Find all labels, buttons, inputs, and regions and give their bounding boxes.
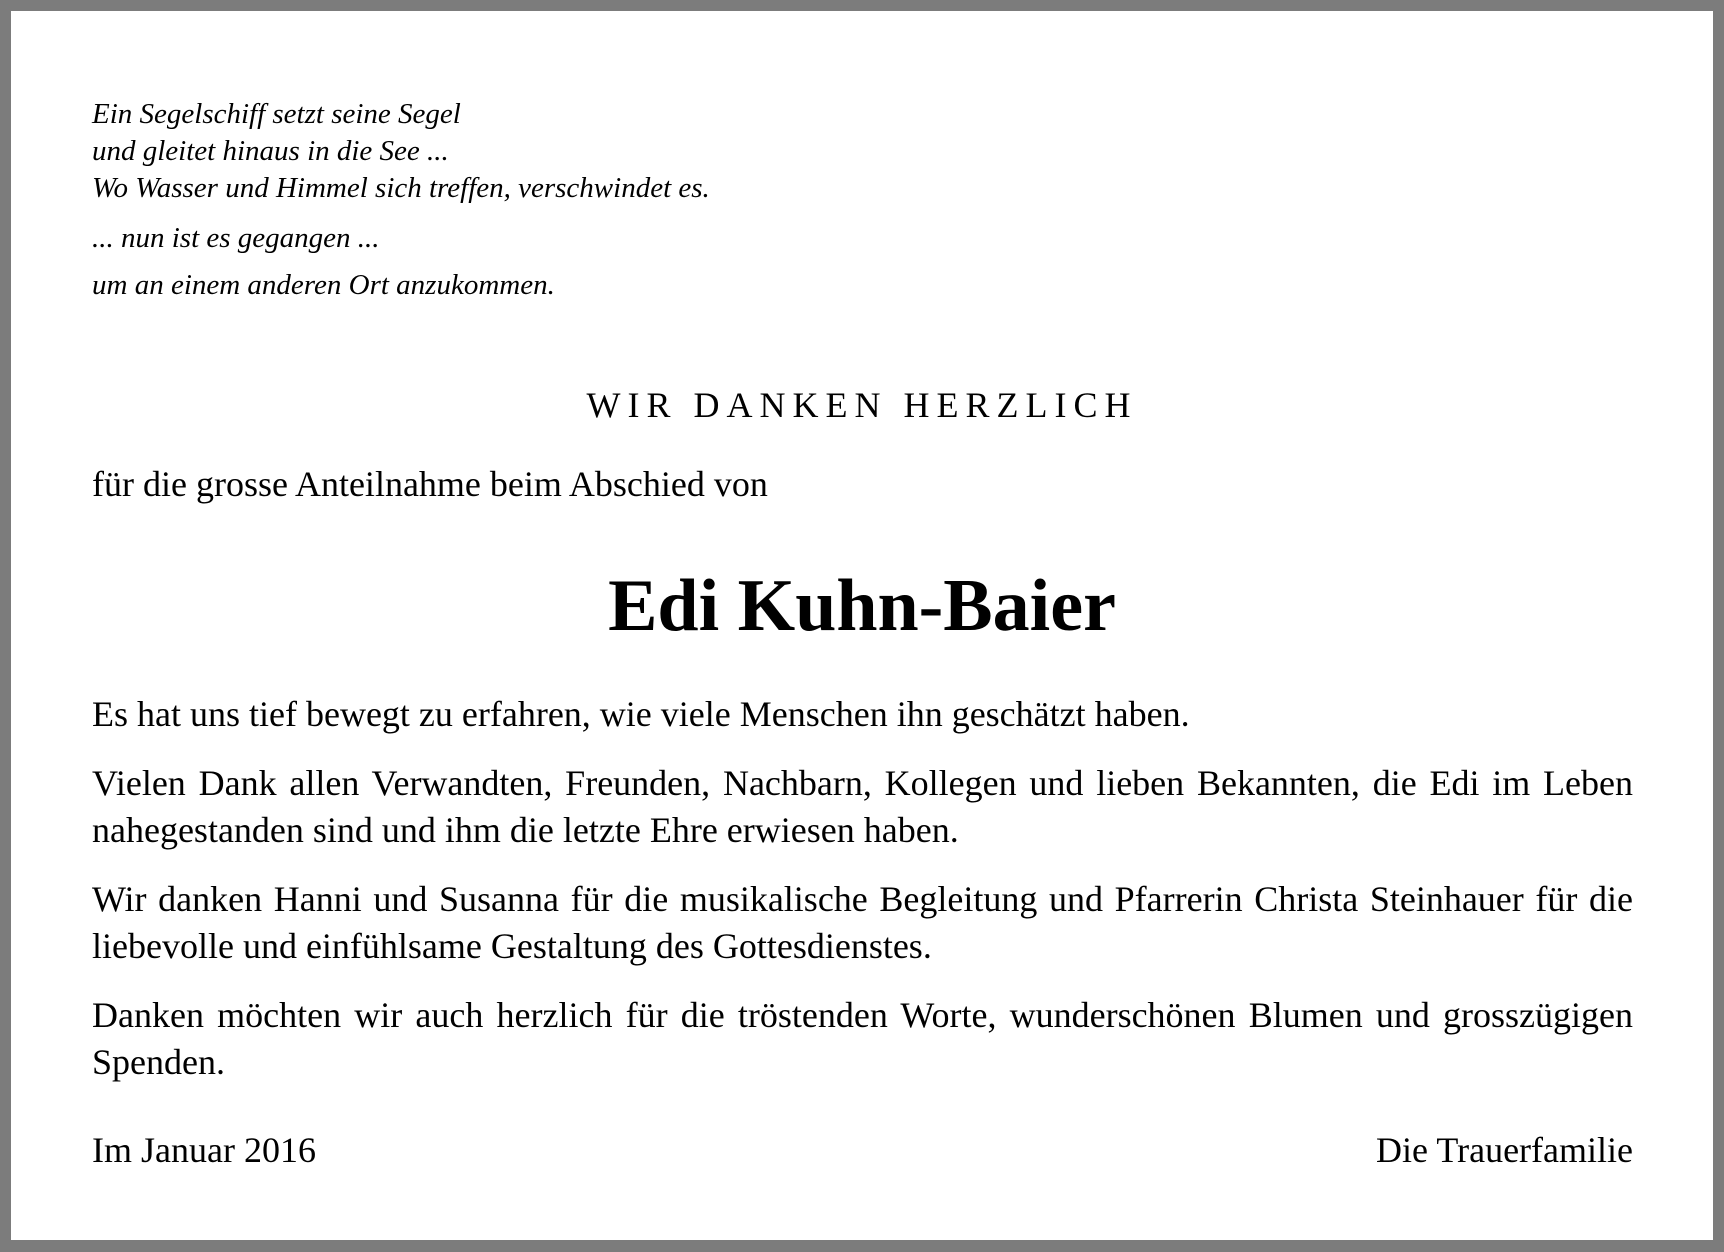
paragraph-1: Es hat uns tief bewegt zu erfahren, wie viele Menschen ihn geschätzt haben.: [92, 694, 1190, 734]
poem-line-3: Wo Wasser und Himmel sich treffen, verschwindet es.: [92, 172, 710, 204]
poem-line-2: und gleitet hinaus in die See ...: [92, 135, 449, 167]
poem-line-1: Ein Segelschiff setzt seine Segel: [92, 98, 461, 130]
paragraph-2: Vielen Dank allen Verwandten, Freunden, Nachbarn, Kollegen und lieben Bekannten, die Edi im Leben nahegestanden sind und ihm die letzte Ehre erwiesen haben.: [92, 763, 1633, 850]
thanks-heading: WIR DANKEN HERZLICH: [586, 385, 1138, 425]
poem-line-5: um an einem anderen Ort anzukommen.: [92, 269, 555, 301]
paragraph-3: Wir danken Hanni und Susanna für die musikalische Begleitung und Pfarrerin Christa Steinhauer für die liebevolle und einfühlsame Gestaltung des Gottesdienstes.: [92, 879, 1633, 966]
footer-signature: Die Trauerfamilie: [1376, 1130, 1633, 1170]
deceased-name: Edi Kuhn-Baier: [608, 565, 1116, 647]
intro-text: für die grosse Anteilnahme beim Abschied von: [92, 464, 768, 504]
poem-line-4: ... nun ist es gegangen ...: [92, 222, 380, 254]
obituary-card: [11, 11, 1713, 1240]
paragraph-4: Danken möchten wir auch herzlich für die tröstenden Worte, wunderschönen Blumen und grosszügigen Spenden.: [92, 995, 1633, 1082]
poem: [92, 96, 710, 304]
message-body: [92, 691, 1633, 1108]
footer-date: Im Januar 2016: [92, 1130, 316, 1170]
